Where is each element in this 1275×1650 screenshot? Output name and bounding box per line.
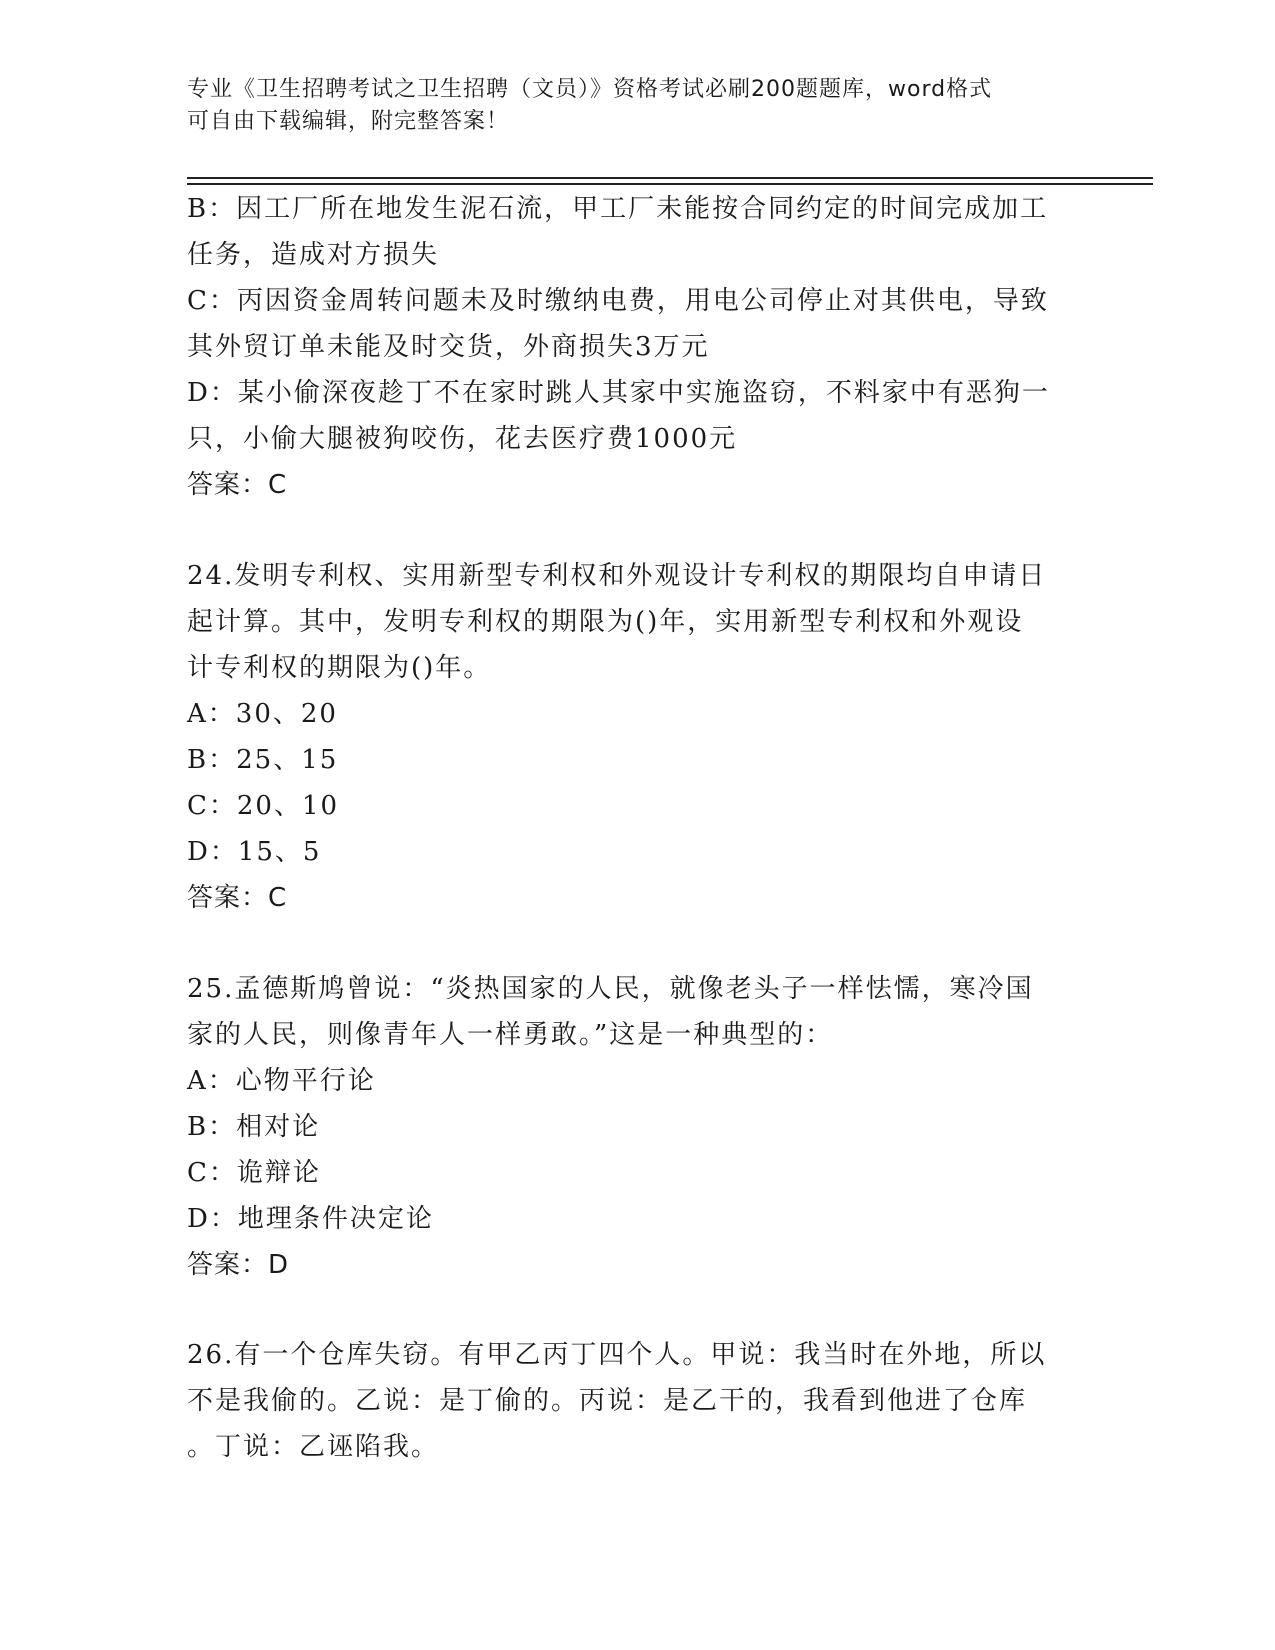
option-a: A：心物平行论 [187,1066,376,1096]
question-24 [187,553,1087,921]
question-spacer [187,921,1087,966]
option-b: B：25、15 [187,745,339,775]
option-b: B：相对论 [187,1112,321,1142]
question-25 [187,966,1087,1288]
question-stem-line-2: 起计算。其中，发明专利权的期限为()年，实用新型专利权和外观设 [187,607,1024,637]
option-d-line-2: 只，小偷大腿被狗咬伤，花去医疗费1000元 [187,424,738,454]
answer-label: 答案：C [187,883,288,913]
option-d-line-1: D：某小偷深夜趁丁不在家时跳人其家中实施盗窃，不料家中有恶狗一 [187,378,1050,408]
document-body [187,186,1087,1470]
question-stem-line-2: 不是我偷的。乙说：是丁偷的。丙说：是乙干的，我看到他进了仓库 [187,1386,1028,1416]
option-c-line-1: C：丙因资金周转问题未及时缴纳电费，用电公司停止对其供电，导致 [187,286,1049,316]
question-spacer [187,508,1087,553]
question-stem-line-3: 计专利权的期限为()年。 [187,653,492,683]
header-divider-bottom [187,183,1153,185]
option-c-line-2: 其外贸订单未能及时交货，外商损失3万元 [187,332,710,362]
question-spacer [187,1288,1087,1332]
option-b-line-1: B：因工厂所在地发生泥石流，甲工厂未能按合同约定的时间完成加工 [187,194,1049,224]
answer-label: 答案：C [187,470,288,500]
question-stem-line-2: 家的人民，则像青年人一样勇敢。”这是一种典型的： [187,1020,834,1050]
question-stem-line-1: 26.有一个仓库失窃。有甲乙丙丁四个人。甲说：我当时在外地，所以 [187,1340,1047,1370]
question-23-continued [187,186,1087,508]
question-stem-line-1: 24.发明专利权、实用新型专利权和外观设计专利权的期限均自申请日 [187,561,1047,591]
question-stem-line-1: 25.孟德斯鸠曾说：“炎热国家的人民，就像老头子一样怯懦，寒冷国 [187,974,1034,1004]
option-c: C：诡辩论 [187,1158,321,1188]
header-title-line-2: 可自由下载编辑，附完整答案！ [187,109,510,134]
answer-label: 答案：D [187,1250,290,1280]
document-header [187,74,1067,138]
header-title-line-1: 专业《卫生招聘考试之卫生招聘（文员）》资格考试必刷200题题库，word格式 [187,77,993,102]
option-b-line-2: 任务，造成对方损失 [187,240,440,270]
question-26 [187,1332,1087,1470]
question-stem-line-3: 。丁说：乙诬陷我。 [187,1432,440,1462]
option-a: A：30、20 [187,699,338,729]
option-d: D：15、5 [187,837,322,867]
option-c: C：20、10 [187,791,340,821]
header-divider-top [187,177,1153,179]
option-d: D：地理条件决定论 [187,1204,434,1234]
